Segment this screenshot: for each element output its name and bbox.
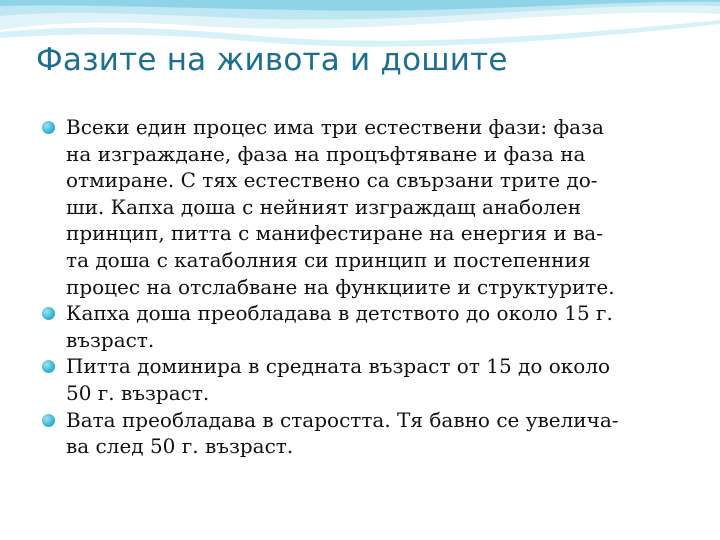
- bullet-icon: [42, 360, 55, 373]
- list-item: [40, 300, 690, 353]
- text-line: възраст.: [66, 327, 155, 352]
- bullet-icon: [42, 307, 55, 320]
- text-line: отмиране. С тях естествено са свързани трите до-: [66, 168, 598, 193]
- bullet-icon: [42, 121, 55, 134]
- text-line: Вата преобладава в старостта. Тя бавно се увелича-: [66, 407, 619, 432]
- text-line: принцип, питта с манифестиране на енергия и ва-: [66, 221, 603, 246]
- bullet-icon: [42, 414, 55, 427]
- bullet-text: [66, 353, 690, 406]
- bullet-list: [40, 114, 690, 460]
- list-item: [40, 407, 690, 460]
- text-line: Питта доминира в средната възраст от 15 до около: [66, 354, 611, 379]
- list-item: [40, 114, 690, 300]
- bullet-text: [66, 114, 690, 300]
- list-item: [40, 353, 690, 406]
- text-line: процес на отслабване на функциите и структурите.: [66, 274, 615, 299]
- page-title: Фазите на живота и дошите: [36, 42, 508, 78]
- text-line: на изграждане, фаза на процъфтяване и фаза на: [66, 141, 586, 166]
- bullet-text: [66, 407, 690, 460]
- text-line: ши. Капха доша с нейният изграждащ анаболен: [66, 194, 582, 219]
- bullet-text: [66, 300, 690, 353]
- text-line: Капха доша преобладава в детството до около 15 г.: [66, 301, 613, 326]
- text-line: ва след 50 г. възраст.: [66, 434, 294, 459]
- text-line: Всеки един процес има три естествени фази: фаза: [66, 115, 604, 139]
- text-line: 50 г. възраст.: [66, 380, 210, 405]
- text-line: та доша с катаболния си принцип и постепенния: [66, 247, 591, 272]
